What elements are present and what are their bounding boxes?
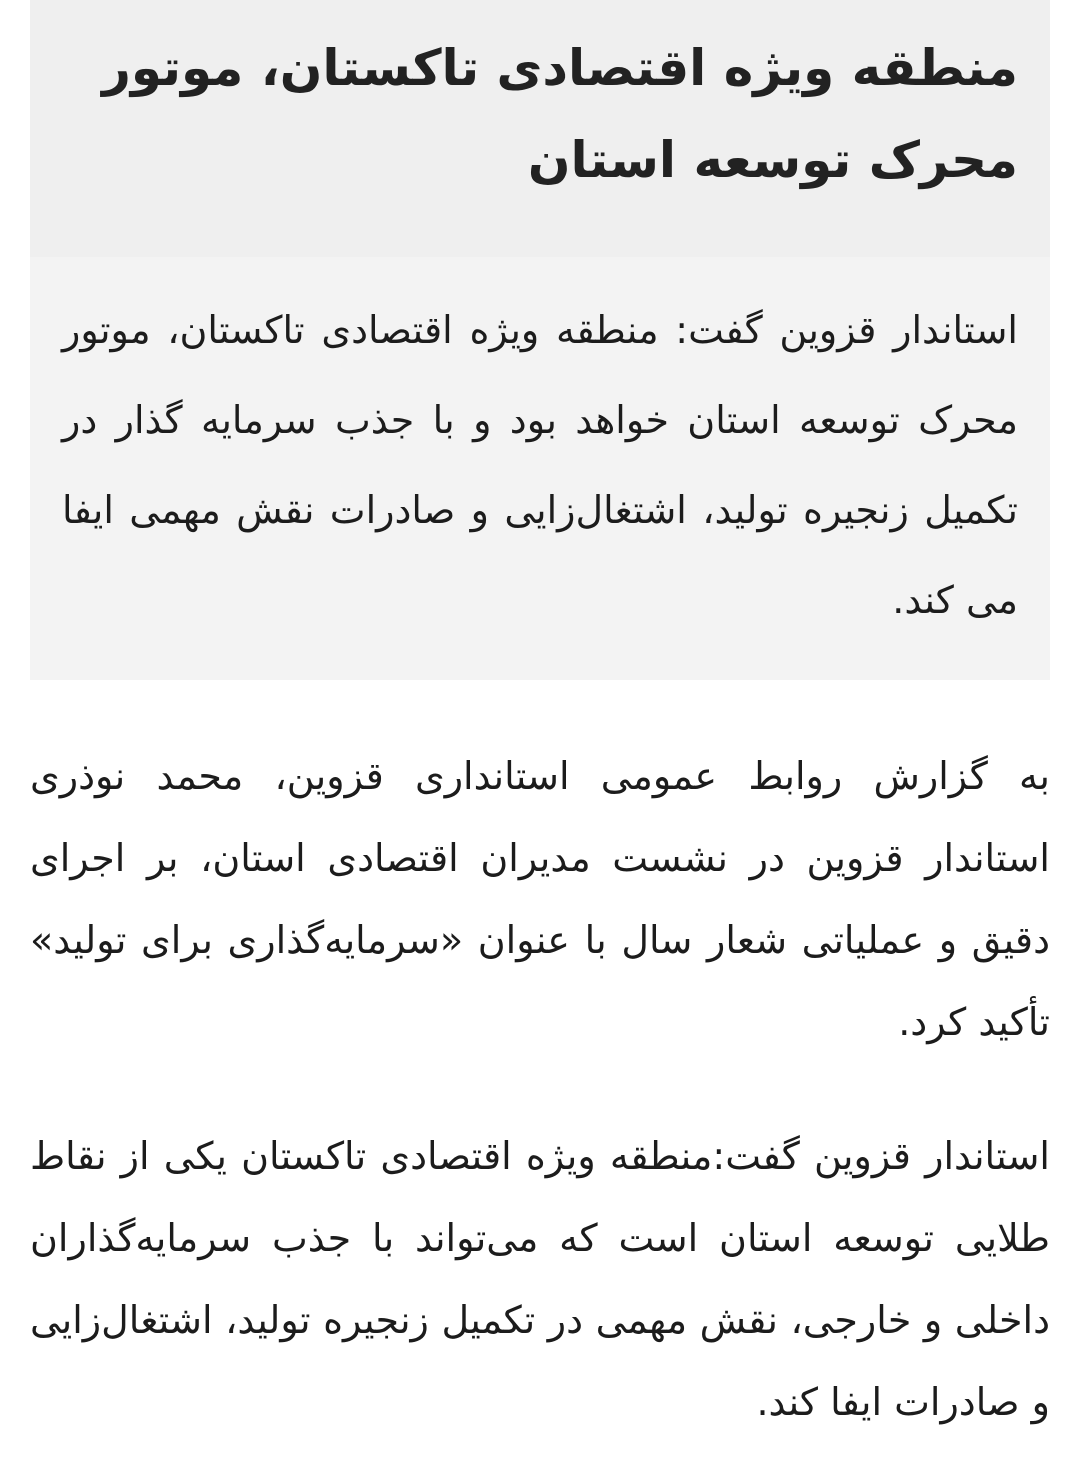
lead-box [30,257,1050,680]
article-paragraph: استاندار قزوین گفت:منطقه ویژه اقتصادی تاکستان یکی از نقاط طلایی توسعه استان است که می‌تواند با جذب سرمایه‌گذاران داخلی و خارجی، نقش مهمی در تکمیل زنجیره تولید، اشتغال‌زایی و صادرات ایفا کند. [30,1134,1050,1424]
headline-box [30,0,1050,257]
article-lead: استاندار قزوین گفت: منطقه ویژه اقتصادی تاکستان، موتور محرک توسعه استان خواهد بود و با جذب سرمایه گذار در تکمیل زنجیره تولید، اشتغال‌زایی و صادرات نقش مهمی ایفا می کند. [62,308,1018,622]
article-paragraph: به گزارش روابط عمومی استانداری قزوین، محمد نوذری استاندار قزوین در نشست مدیران اقتصادی استان، بر اجرای دقیق و عملیاتی شعار سال با عنوان «سرمایه‌گذاری برای تولید» تأکید کرد. [30,754,1050,1044]
article-headline: منطقه ویژه اقتصادی تاکستان، موتور محرک توسعه استان [102,39,1018,189]
